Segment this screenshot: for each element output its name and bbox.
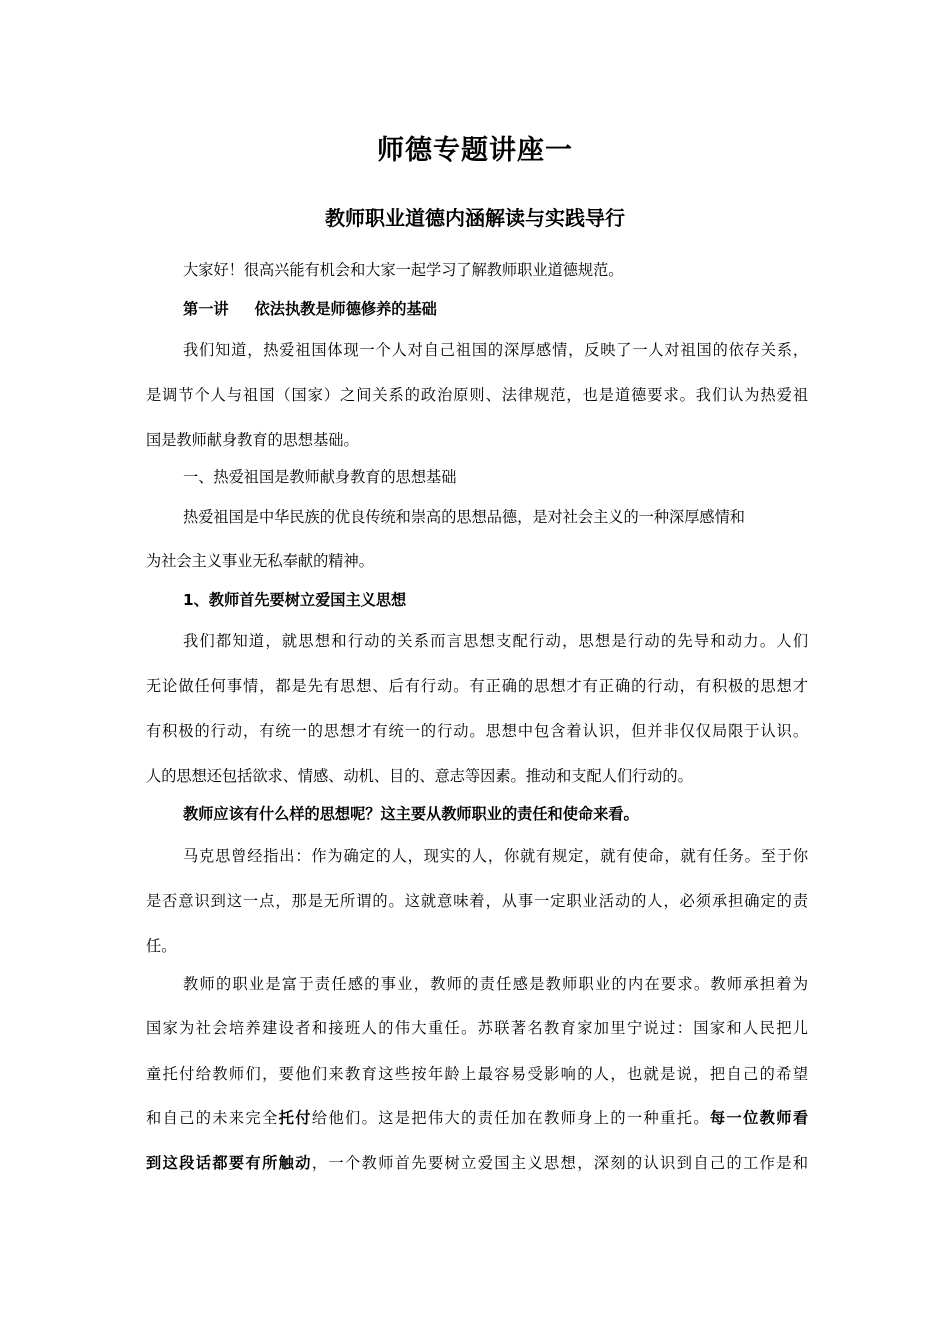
paragraph-line: 任。 — [146, 937, 177, 955]
paragraph-line: 无论做任何事情，都是先有思想、后有行动。有正确的思想才有正确的行动，有积极的思想才 — [146, 677, 808, 695]
paragraph-line: 是否意识到这一点，那是无所谓的。这就意味着，从事一定职业活动的人，必须承担确定的责 — [146, 892, 808, 910]
subsection-heading: 1、教师首先要树立爱国主义思想 — [183, 591, 407, 609]
bold-run: 托付 — [278, 1109, 312, 1127]
paragraph-line: 我们知道，热爱祖国体现一个人对自己祖国的深厚感情，反映了一人对祖国的依存关系， — [183, 341, 808, 359]
bold-run: 每一位教师看 — [709, 1109, 809, 1127]
lecture-heading — [183, 299, 808, 319]
paragraph-line: 国是教师献身教育的思想基础。 — [146, 431, 359, 449]
text-run: ，一个教师首先要树立爱国主义思想，深刻的认识到自己的工作是和 — [311, 1154, 809, 1172]
paragraph-line: 马克思曾经指出：作为确定的人，现实的人，你就有规定，就有使命，就有任务。至于你 — [183, 847, 808, 865]
document-title: 师德专题讲座一 — [377, 135, 573, 166]
paragraph-line: 为社会主义事业无私奉献的精神。 — [146, 552, 374, 570]
paragraph-line: 有积极的行动，有统一的思想才有统一的行动。思想中包含着认识，但并非仅仅局限于认识。 — [146, 722, 808, 740]
lecture-title: 依法执教是师德修养的基础 — [254, 300, 437, 318]
paragraph-line: 我们都知道，就思想和行动的关系而言思想支配行动，思想是行动的先导和动力。人们 — [183, 632, 808, 650]
paragraph-line: 热爱祖国是中华民族的优良传统和崇高的思想品德，是对社会主义的一种深厚感情和 — [183, 508, 745, 526]
paragraph-line — [146, 1153, 808, 1173]
text-run: 给他们。这是把伟大的责任加在教师身上的一种重托。 — [311, 1109, 710, 1127]
document-subtitle: 教师职业道德内涵解读与实践导行 — [325, 206, 625, 230]
paragraph-line: 是调节个人与祖国（国家）之间关系的政治原则、法律规范，也是道德要求。我们认为热爱祖 — [146, 386, 808, 404]
greeting-paragraph: 大家好！很高兴能有机会和大家一起学习了解教师职业道德规范。 — [183, 261, 624, 279]
section-heading: 一、热爱祖国是教师献身教育的思想基础 — [183, 468, 457, 486]
paragraph-line: 人的思想还包括欲求、情感、动机、目的、意志等因素。推动和支配人们行动的。 — [146, 767, 693, 785]
lecture-number: 第一讲 — [183, 300, 229, 318]
text-run: 和自己的未来完全 — [146, 1109, 279, 1127]
paragraph-line: 国家为社会培养建设者和接班人的伟大重任。苏联著名教育家加里宁说过：国家和人民把儿 — [146, 1019, 808, 1037]
bold-run: 到这段话都要有所触动 — [146, 1154, 312, 1172]
paragraph-line: 教师的职业是富于责任感的事业，教师的责任感是教师职业的内在要求。教师承担着为 — [183, 975, 808, 993]
paragraph-line — [146, 1108, 808, 1128]
bold-question: 教师应该有什么样的思想呢？这主要从教师职业的责任和使命来看。 — [183, 805, 639, 823]
paragraph-line: 童托付给教师们，要他们来教育这些按年龄上最容易受影响的人，也就是说，把自己的希望 — [146, 1065, 808, 1083]
